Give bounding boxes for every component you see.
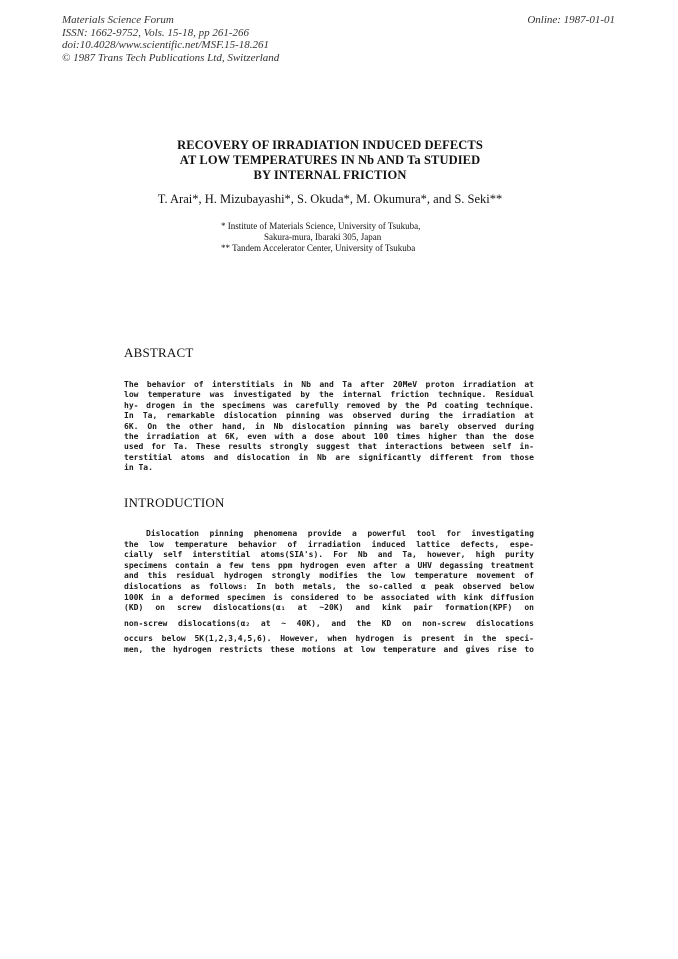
abstract-line: used for Ta. These results strongly suggest that interactions between self in- [124, 442, 534, 452]
intro-line: men, the hydrogen restricts these motions at low temperature and gives rise to [124, 644, 534, 654]
paper-title [0, 138, 660, 183]
journal-name: Materials Science Forum [62, 14, 174, 26]
abstract-line: in Ta. [124, 463, 153, 473]
abstract-line: low temperature was investigated by the internal friction technique. Residual [124, 390, 534, 400]
journal-citation [62, 14, 279, 64]
abstract-line: the irradiation at 6K, even with a dose about 100 times higher than the dose [124, 432, 534, 442]
affiliation-line: Sakura-mura, Ibaraki 305, Japan [264, 232, 382, 242]
author-list: T. Arai*, H. Mizubayashi*, S. Okuda*, M. Okumura*, and S. Seki** [157, 192, 503, 206]
intro-line: (KD) on screw dislocations(α₁ at ~20K) and kink pair formation(KPF) on [124, 603, 534, 613]
introduction-body [124, 529, 534, 656]
intro-line: cially self interstitial atoms(SIA's). For Nb and Ta, however, high purity [124, 550, 534, 560]
intro-line: the low temperature behavior of irradiation induced lattice defects, espe- [124, 539, 534, 549]
affiliations [221, 221, 420, 254]
abstract-body [124, 380, 534, 474]
issn-line: ISSN: 1662-9752, Vols. 15-18, pp 261-266 [62, 26, 249, 39]
affiliation-line: ** Tandem Accelerator Center, University of Tsukuba [221, 243, 416, 253]
introduction-heading: INTRODUCTION [124, 495, 225, 510]
abstract-line: hy- drogen in the specimens was carefully removed by the Pd coating technique. [124, 400, 534, 410]
abstract-line: The behavior of interstitials in Nb and Ta after 20MeV proton irradiation at [124, 380, 534, 389]
abstract-heading: ABSTRACT [124, 345, 194, 360]
abstract-line: 6K. On the other hand, in Nb dislocation pinning was barely observed during [124, 421, 534, 431]
title-line: BY INTERNAL FRICTION [253, 168, 407, 182]
abstract-line: terstitial atoms and dislocation in Nb are significantly different from those [124, 452, 534, 462]
intro-line: occurs below 5K(1,2,3,4,5,6). However, when hydrogen is present in the speci- [124, 634, 534, 644]
intro-line: and this residual hydrogen strongly modifies the low temperature movement of [124, 571, 534, 581]
intro-line: 100K in a deformed specimen is considered to be associated with kink diffusion [124, 592, 534, 602]
intro-line: dislocations as follows: In both metals, the so-called α peak observed below [124, 581, 534, 591]
intro-line: Dislocation pinning phenomena provide a powerful tool for investigating [146, 529, 534, 538]
copyright-line: © 1987 Trans Tech Publications Ltd, Switzerland [62, 51, 280, 64]
intro-line: specimens contain a few tens ppm hydrogen even after a UHV degassing treatment [124, 560, 534, 570]
online-date: Online: 1987-01-01 [527, 14, 615, 26]
affiliation-line: * Institute of Materials Science, University of Tsukuba, [221, 221, 421, 231]
title-line: AT LOW TEMPERATURES IN Nb AND Ta STUDIED [179, 153, 481, 167]
doi-line: doi:10.4028/www.scientific.net/MSF.15-18.261 [62, 39, 270, 51]
intro-line: non-screw dislocations(α₂ at ~ 40K), and the KD on non-screw dislocations [124, 618, 534, 628]
title-line: RECOVERY OF IRRADIATION INDUCED DEFECTS [177, 138, 483, 152]
abstract-line: In Ta, remarkable dislocation pinning was observed during the irradiation at [124, 411, 534, 421]
